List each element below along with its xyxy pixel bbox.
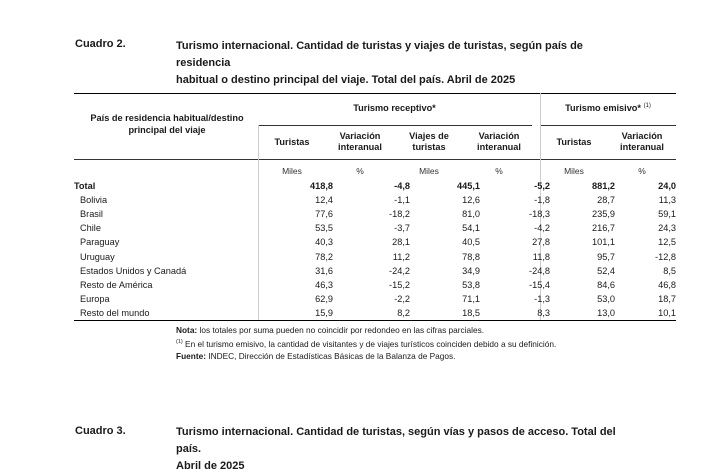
group-header-emisivo-sup: (1): [643, 103, 651, 109]
row-label: Bolivia: [80, 195, 108, 206]
group-header-receptivo: Turismo receptivo*: [353, 103, 436, 113]
table-cell: -24,2: [389, 265, 410, 276]
col-header-line1: Variación: [478, 131, 520, 141]
table-cell: 12,4: [315, 195, 333, 206]
table-cell: 235,9: [592, 209, 615, 220]
table-cell: 13,0: [597, 307, 615, 318]
header-bottom-rule: [74, 159, 676, 160]
table-cell: 11,3: [658, 195, 676, 206]
table-row: [74, 252, 676, 265]
table-row: [74, 294, 676, 307]
table-cell: -18,2: [389, 209, 410, 220]
row-header-line1: País de residencia habitual/destino: [90, 113, 244, 123]
table-cell: 445,1: [457, 181, 480, 191]
source-label: Fuente:: [176, 350, 206, 361]
table-bottom-rule: [74, 320, 676, 321]
table-top-rule: [74, 93, 676, 94]
col-header-line1: Variación: [621, 131, 663, 141]
table-cell: 11,2: [392, 251, 410, 262]
table-cell: 40,5: [462, 237, 480, 248]
col-header-variacion-3: [608, 131, 676, 153]
note-text: En el turismo emisivo, la cantidad de visitantes y de viajes turísticos coinciden debido a su definición.: [182, 338, 557, 349]
table-cell: 46,3: [315, 279, 333, 290]
row-label: Brasil: [80, 209, 103, 220]
table-row: [74, 195, 676, 208]
table-row: [74, 280, 676, 293]
row-label: Chile: [80, 223, 101, 234]
table-cell: 53,8: [462, 279, 480, 290]
table-cell: 77,6: [315, 209, 333, 220]
col-header-variacion-1: [326, 131, 394, 153]
table-cell: 46,8: [658, 279, 676, 290]
table-cell: -5,2: [534, 181, 550, 191]
table-cell: -15,4: [529, 279, 550, 290]
col-header-turistas-emi: [540, 137, 608, 148]
table-cell: 101,1: [592, 237, 615, 248]
table-row: [74, 308, 676, 321]
unit-label: %: [495, 166, 503, 176]
table-cell: 8,2: [397, 307, 410, 318]
col-header-line1: Viajes de: [409, 131, 449, 141]
table-cell: 78,8: [462, 251, 480, 262]
group-underline-emisivo: [540, 125, 676, 126]
table-cell: -1,1: [394, 195, 410, 206]
cuadro-3-label: Cuadro 3.: [75, 425, 126, 437]
table-cell: 881,2: [592, 181, 615, 191]
table-cell: -4,2: [534, 223, 550, 234]
table-cell: 62,9: [315, 293, 333, 304]
cuadro-2-title-line1: Turismo internacional. Cantidad de turistas y viajes de turistas, según país de residencia: [176, 40, 583, 69]
table-cell: 53,5: [315, 223, 333, 234]
col-header-variacion-2: [464, 131, 534, 153]
table-cell: 418,8: [310, 181, 333, 191]
col-header-line2: interanual: [477, 142, 521, 152]
table-row: [74, 237, 676, 250]
table-cell: 10,1: [658, 307, 676, 318]
table-row: [74, 209, 676, 222]
cuadro-3-title-line2: Abril de 2025: [176, 460, 245, 472]
note-text: los totales por suma pueden no coincidir por redondeo en las cifras parciales.: [197, 325, 485, 335]
note-source: [176, 350, 556, 362]
table-row: [74, 266, 676, 279]
cuadro-2-label: Cuadro 2.: [75, 38, 126, 50]
col-header-viajes: [394, 131, 464, 153]
table-cell: 28,7: [597, 195, 615, 206]
table-cell: 8,3: [537, 307, 550, 318]
row-label: Total: [74, 181, 96, 191]
table-cell: 95,7: [597, 251, 615, 262]
source-text: INDEC, Dirección de Estadísticas Básicas de la Balanza de Pagos.: [205, 350, 456, 361]
table-row: [74, 223, 676, 236]
col-header-line1: Variación: [339, 131, 381, 141]
table-cell: 216,7: [592, 223, 615, 234]
table-cell: 28,1: [392, 237, 410, 248]
group-underline-receptivo: [258, 125, 532, 126]
table-cell: -2,2: [394, 293, 410, 304]
table-cell: 59,1: [658, 209, 676, 220]
table-cell: 8,5: [663, 265, 676, 276]
col-header-turistas-rec: [258, 137, 326, 148]
row-header-line2: principal del viaje: [128, 125, 206, 135]
unit-label: Miles: [282, 166, 302, 176]
unit-label: %: [356, 166, 364, 176]
table-cell: 34,9: [462, 265, 480, 276]
row-label: Resto de América: [80, 279, 153, 290]
col-header-line2: interanual: [338, 142, 382, 152]
table-cell: 27,8: [532, 237, 550, 248]
row-label: Paraguay: [80, 237, 120, 248]
table-cell: 54,1: [462, 223, 480, 234]
note-rounding: [176, 324, 556, 336]
table-cell: 24,3: [658, 223, 676, 234]
note-emisivo: [176, 336, 556, 350]
note-sup: (1): [176, 339, 183, 345]
group-header-emisivo-text: Turismo emisivo*: [565, 103, 641, 114]
table-cell: -24,8: [529, 265, 550, 276]
table-cell: 12,5: [658, 237, 676, 248]
table-cell: -18,3: [529, 209, 550, 220]
table-cell: -4,8: [394, 181, 410, 191]
row-label: Resto del mundo: [80, 307, 150, 318]
table-cell: 12,6: [462, 195, 480, 206]
cuadro-3-title: [176, 424, 636, 475]
table-cell: 84,6: [597, 279, 615, 290]
row-label: Europa: [80, 293, 110, 304]
table-cell: 18,7: [658, 293, 676, 304]
table-cell: 18,5: [462, 307, 480, 318]
unit-label: Miles: [564, 166, 584, 176]
table-cell: 24,0: [658, 181, 676, 191]
col-header-line2: interanual: [620, 142, 664, 152]
table-cell: 78,2: [315, 251, 333, 262]
table-cell: 31,6: [315, 265, 333, 276]
table-cell: -1,3: [534, 293, 550, 304]
table-cell: 52,4: [597, 265, 615, 276]
table-cell: -3,7: [394, 223, 410, 234]
table-cell: 40,3: [315, 237, 333, 248]
cuadro-2-title: [176, 38, 636, 89]
cuadro-3-title-line1: Turismo internacional. Cantidad de turistas, según vías y pasos de acceso. Total del país.: [176, 426, 616, 455]
table-cell: 15,9: [315, 307, 333, 318]
col-header-line1: Turistas: [556, 137, 592, 147]
row-label: Uruguay: [80, 251, 115, 262]
table-cell: -15,2: [389, 279, 410, 290]
unit-label: Miles: [419, 166, 439, 176]
table-cell: 53,0: [597, 293, 615, 304]
group-header-emisivo: [540, 103, 676, 113]
unit-label: %: [638, 166, 646, 176]
row-header: [74, 112, 260, 136]
table-cell: 11,8: [532, 251, 550, 262]
col-header-line1: Turistas: [274, 137, 310, 147]
table-row-total: [74, 181, 676, 194]
table-cell: 71,1: [462, 293, 480, 304]
table-cell: -12,8: [655, 251, 676, 262]
row-label: Estados Unidos y Canadá: [80, 265, 187, 276]
note-label: Nota:: [176, 325, 198, 335]
table-cell: 81,0: [462, 209, 480, 220]
col-header-line2: turistas: [412, 142, 446, 152]
cuadro-2-title-line2: habitual o destino principal del viaje. Total del país. Abril de 2025: [176, 74, 516, 86]
table-cell: -1,8: [534, 195, 550, 206]
table-notes: [176, 324, 556, 362]
